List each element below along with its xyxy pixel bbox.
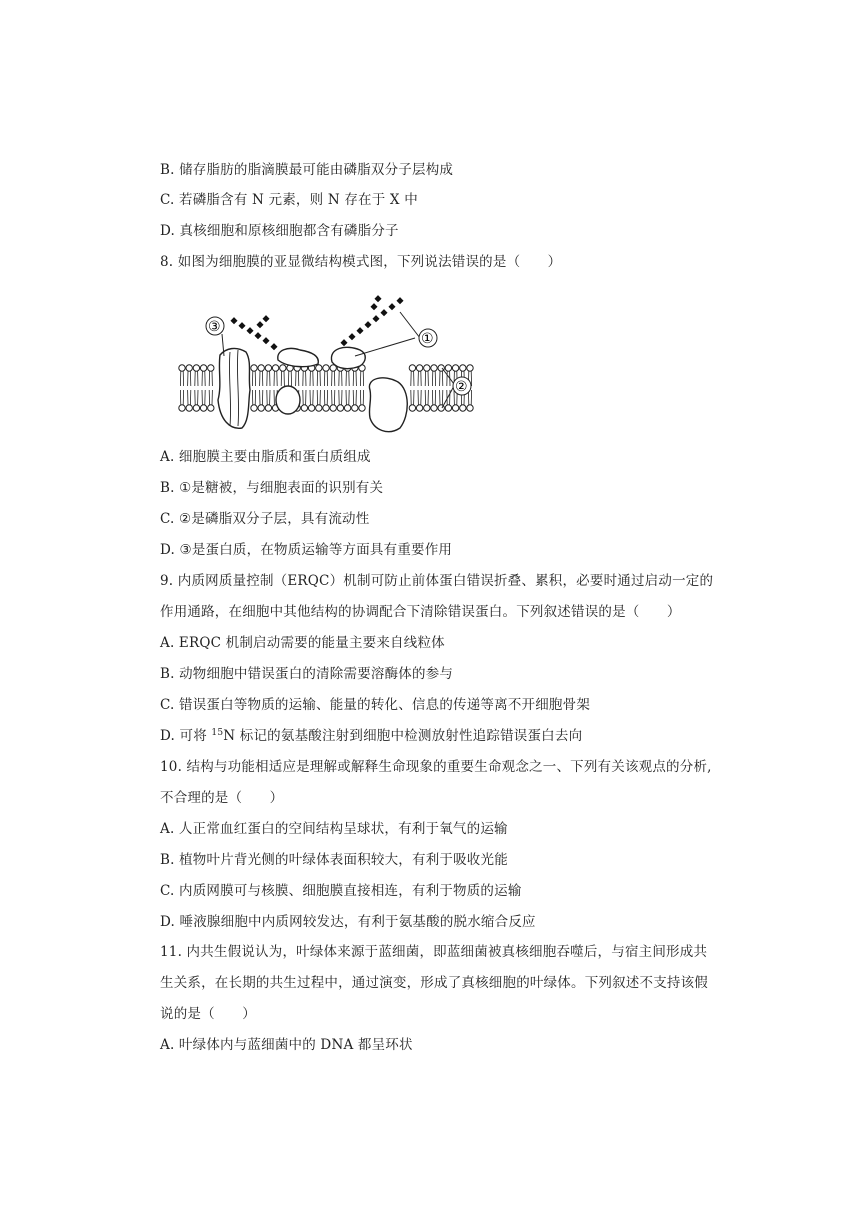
phospholipid-head: [452, 405, 458, 411]
phospholipid-head: [323, 405, 329, 411]
phospholipid-tail: [353, 371, 356, 405]
phospholipid-tail: [360, 371, 363, 405]
option-10b: B. 植物叶片背光侧的叶绿体表面积较大，有利于吸收光能: [160, 852, 508, 868]
glycocalyx-chain-left: [230, 315, 277, 350]
phospholipid-head: [344, 405, 350, 411]
phospholipid-head: [323, 365, 329, 371]
phospholipid-head: [467, 405, 473, 411]
phospholipid-tail: [432, 371, 435, 405]
option-7c: C. 若磷脂含有 N 元素，则 N 存在于 X 中: [160, 192, 418, 208]
option-7d: D. 真核细胞和原核细胞都含有磷脂分子: [160, 223, 399, 239]
question-8-stem: 8. 如图为细胞膜的亚显微结构模式图，下列说法错误的是（ ）: [160, 254, 562, 270]
option-9d-before: D. 可将: [160, 728, 212, 744]
phospholipid-head: [258, 365, 264, 371]
phospholipid-head: [316, 405, 322, 411]
phospholipid-head: [416, 365, 422, 371]
phospholipid-tail: [202, 371, 205, 405]
label-3: ③: [208, 319, 221, 335]
phospholipid-tail: [324, 371, 327, 405]
phospholipid-tail: [332, 371, 335, 405]
option-10a: A. 人正常血红蛋白的空间结构呈球状，有利于氧气的运输: [160, 821, 508, 837]
phospholipid-head: [467, 365, 473, 371]
phospholipid-head: [460, 405, 466, 411]
phospholipid-tail: [440, 371, 443, 405]
phospholipid-head: [409, 405, 415, 411]
phospholipid-head: [251, 365, 257, 371]
option-8d: D. ③是蛋白质，在物质运输等方面具有重要作用: [160, 542, 453, 558]
phospholipid-head: [424, 405, 430, 411]
phospholipid-tail: [425, 371, 428, 405]
phospholipid-head: [272, 365, 278, 371]
option-9d: [160, 726, 582, 746]
phospholipid-tail: [411, 371, 414, 405]
question-9-stem-1: 9. 内质网质量控制（ERQC）机制可防止前体蛋白错误折叠、累积，必要时通过启动一定的: [160, 573, 714, 589]
phospholipid-head: [316, 365, 322, 371]
option-7b: B. 储存脂肪的脂滴膜最可能由磷脂双分子层构成: [160, 162, 454, 178]
phospholipid-tail: [310, 371, 313, 405]
question-11-stem-1: 11. 内共生假说认为，叶绿体来源于蓝细菌，即蓝细菌被真核细胞吞噬后，与宿主间形成共: [160, 944, 708, 960]
phospholipid-head: [200, 405, 206, 411]
phospholipid-head: [431, 405, 437, 411]
option-9b: B. 动物细胞中错误蛋白的清除需要溶酶体的参与: [160, 666, 454, 682]
option-10c: C. 内质网膜可与核膜、细胞膜直接相连，有利于物质的运输: [160, 883, 522, 899]
phospholipid-head: [208, 365, 214, 371]
phospholipid-head: [301, 405, 307, 411]
phospholipid-tail: [339, 371, 342, 405]
phospholipid-tail: [303, 371, 306, 405]
phospholipid-head: [431, 365, 437, 371]
question-9-stem-2: 作用通路，在细胞中其他结构的协调配合下清除错误蛋白。下列叙述错误的是（ ）: [160, 604, 681, 620]
glycoprotein-protein: [331, 347, 365, 368]
phospholipid-tail: [260, 371, 263, 405]
phospholipid-head: [416, 405, 422, 411]
question-10-stem-1: 10. 结构与功能相适应是理解或解释生命现象的重要生命观念之一、下列有关该观点的分析,: [160, 759, 712, 775]
isotope-superscript: 15: [211, 728, 224, 738]
embedded-protein: [276, 386, 300, 414]
phospholipid-head: [330, 405, 336, 411]
phospholipid-tail: [252, 371, 255, 405]
phospholipid-head: [179, 365, 185, 371]
phospholipid-head: [265, 405, 271, 411]
large-protein: [369, 378, 407, 432]
option-8a: A. 细胞膜主要由脂质和蛋白质组成: [160, 449, 371, 465]
phospholipid-tail: [267, 371, 270, 405]
phospholipid-tail: [317, 371, 320, 405]
glycocalyx-chain-right: [340, 295, 403, 346]
phospholipid-head: [193, 405, 199, 411]
phospholipid-head: [186, 365, 192, 371]
option-11a: A. 叶绿体内与蓝细菌中的 DNA 都呈环状: [160, 1037, 413, 1053]
option-10d: D. 唾液腺细胞中内质网较发达，有利于氨基酸的脱水缩合反应: [160, 914, 536, 930]
question-10-stem-2: 不合理的是（ ）: [160, 790, 284, 806]
phospholipid-tail: [346, 371, 349, 405]
peripheral-protein: [278, 348, 319, 366]
phospholipid-head: [452, 365, 458, 371]
phospholipid-head: [445, 365, 451, 371]
option-9a: A. ERQC 机制启动需要的能量主要来自线粒体: [160, 635, 445, 651]
option-9c: C. 错误蛋白等物质的运输、能量的转化、信息的传递等离不开细胞骨架: [160, 697, 591, 713]
phospholipid-tail: [195, 371, 198, 405]
phospholipid-head: [359, 405, 365, 411]
phospholipid-tail: [418, 371, 421, 405]
phospholipid-head: [460, 365, 466, 371]
phospholipid-head: [409, 365, 415, 371]
phospholipid-head: [258, 405, 264, 411]
option-9d-after: N 标记的氨基酸注射到细胞中检测放射性追踪错误蛋白去向: [223, 728, 583, 744]
phospholipid-head: [265, 365, 271, 371]
phospholipid-head: [186, 405, 192, 411]
phospholipid-head: [193, 365, 199, 371]
phospholipid-head: [208, 405, 214, 411]
option-8b: B. ①是糖被，与细胞表面的识别有关: [160, 480, 384, 496]
phospholipid-head: [280, 365, 286, 371]
question-11-stem-2: 生关系，在长期的共生过程中，通过演变，形成了真核细胞的叶绿体。下列叙述不支持该假: [160, 975, 708, 991]
transmembrane-protein: [218, 348, 250, 428]
option-8c: C. ②是磷脂双分子层，具有流动性: [160, 511, 370, 527]
phospholipid-head: [179, 405, 185, 411]
phospholipid-tail: [209, 371, 212, 405]
phospholipid-head: [251, 405, 257, 411]
phospholipid-head: [200, 365, 206, 371]
label-1: ①: [421, 331, 434, 347]
phospholipid-tail: [188, 371, 191, 405]
phospholipid-tail: [180, 371, 183, 405]
cell-membrane-diagram: [170, 290, 490, 440]
phospholipid-head: [308, 405, 314, 411]
phospholipid-head: [424, 365, 430, 371]
phospholipid-head: [337, 405, 343, 411]
phospholipid-head: [352, 405, 358, 411]
label-2: ②: [455, 379, 468, 395]
question-11-stem-3: 说的是（ ）: [160, 1006, 256, 1022]
phospholipid-head: [445, 405, 451, 411]
